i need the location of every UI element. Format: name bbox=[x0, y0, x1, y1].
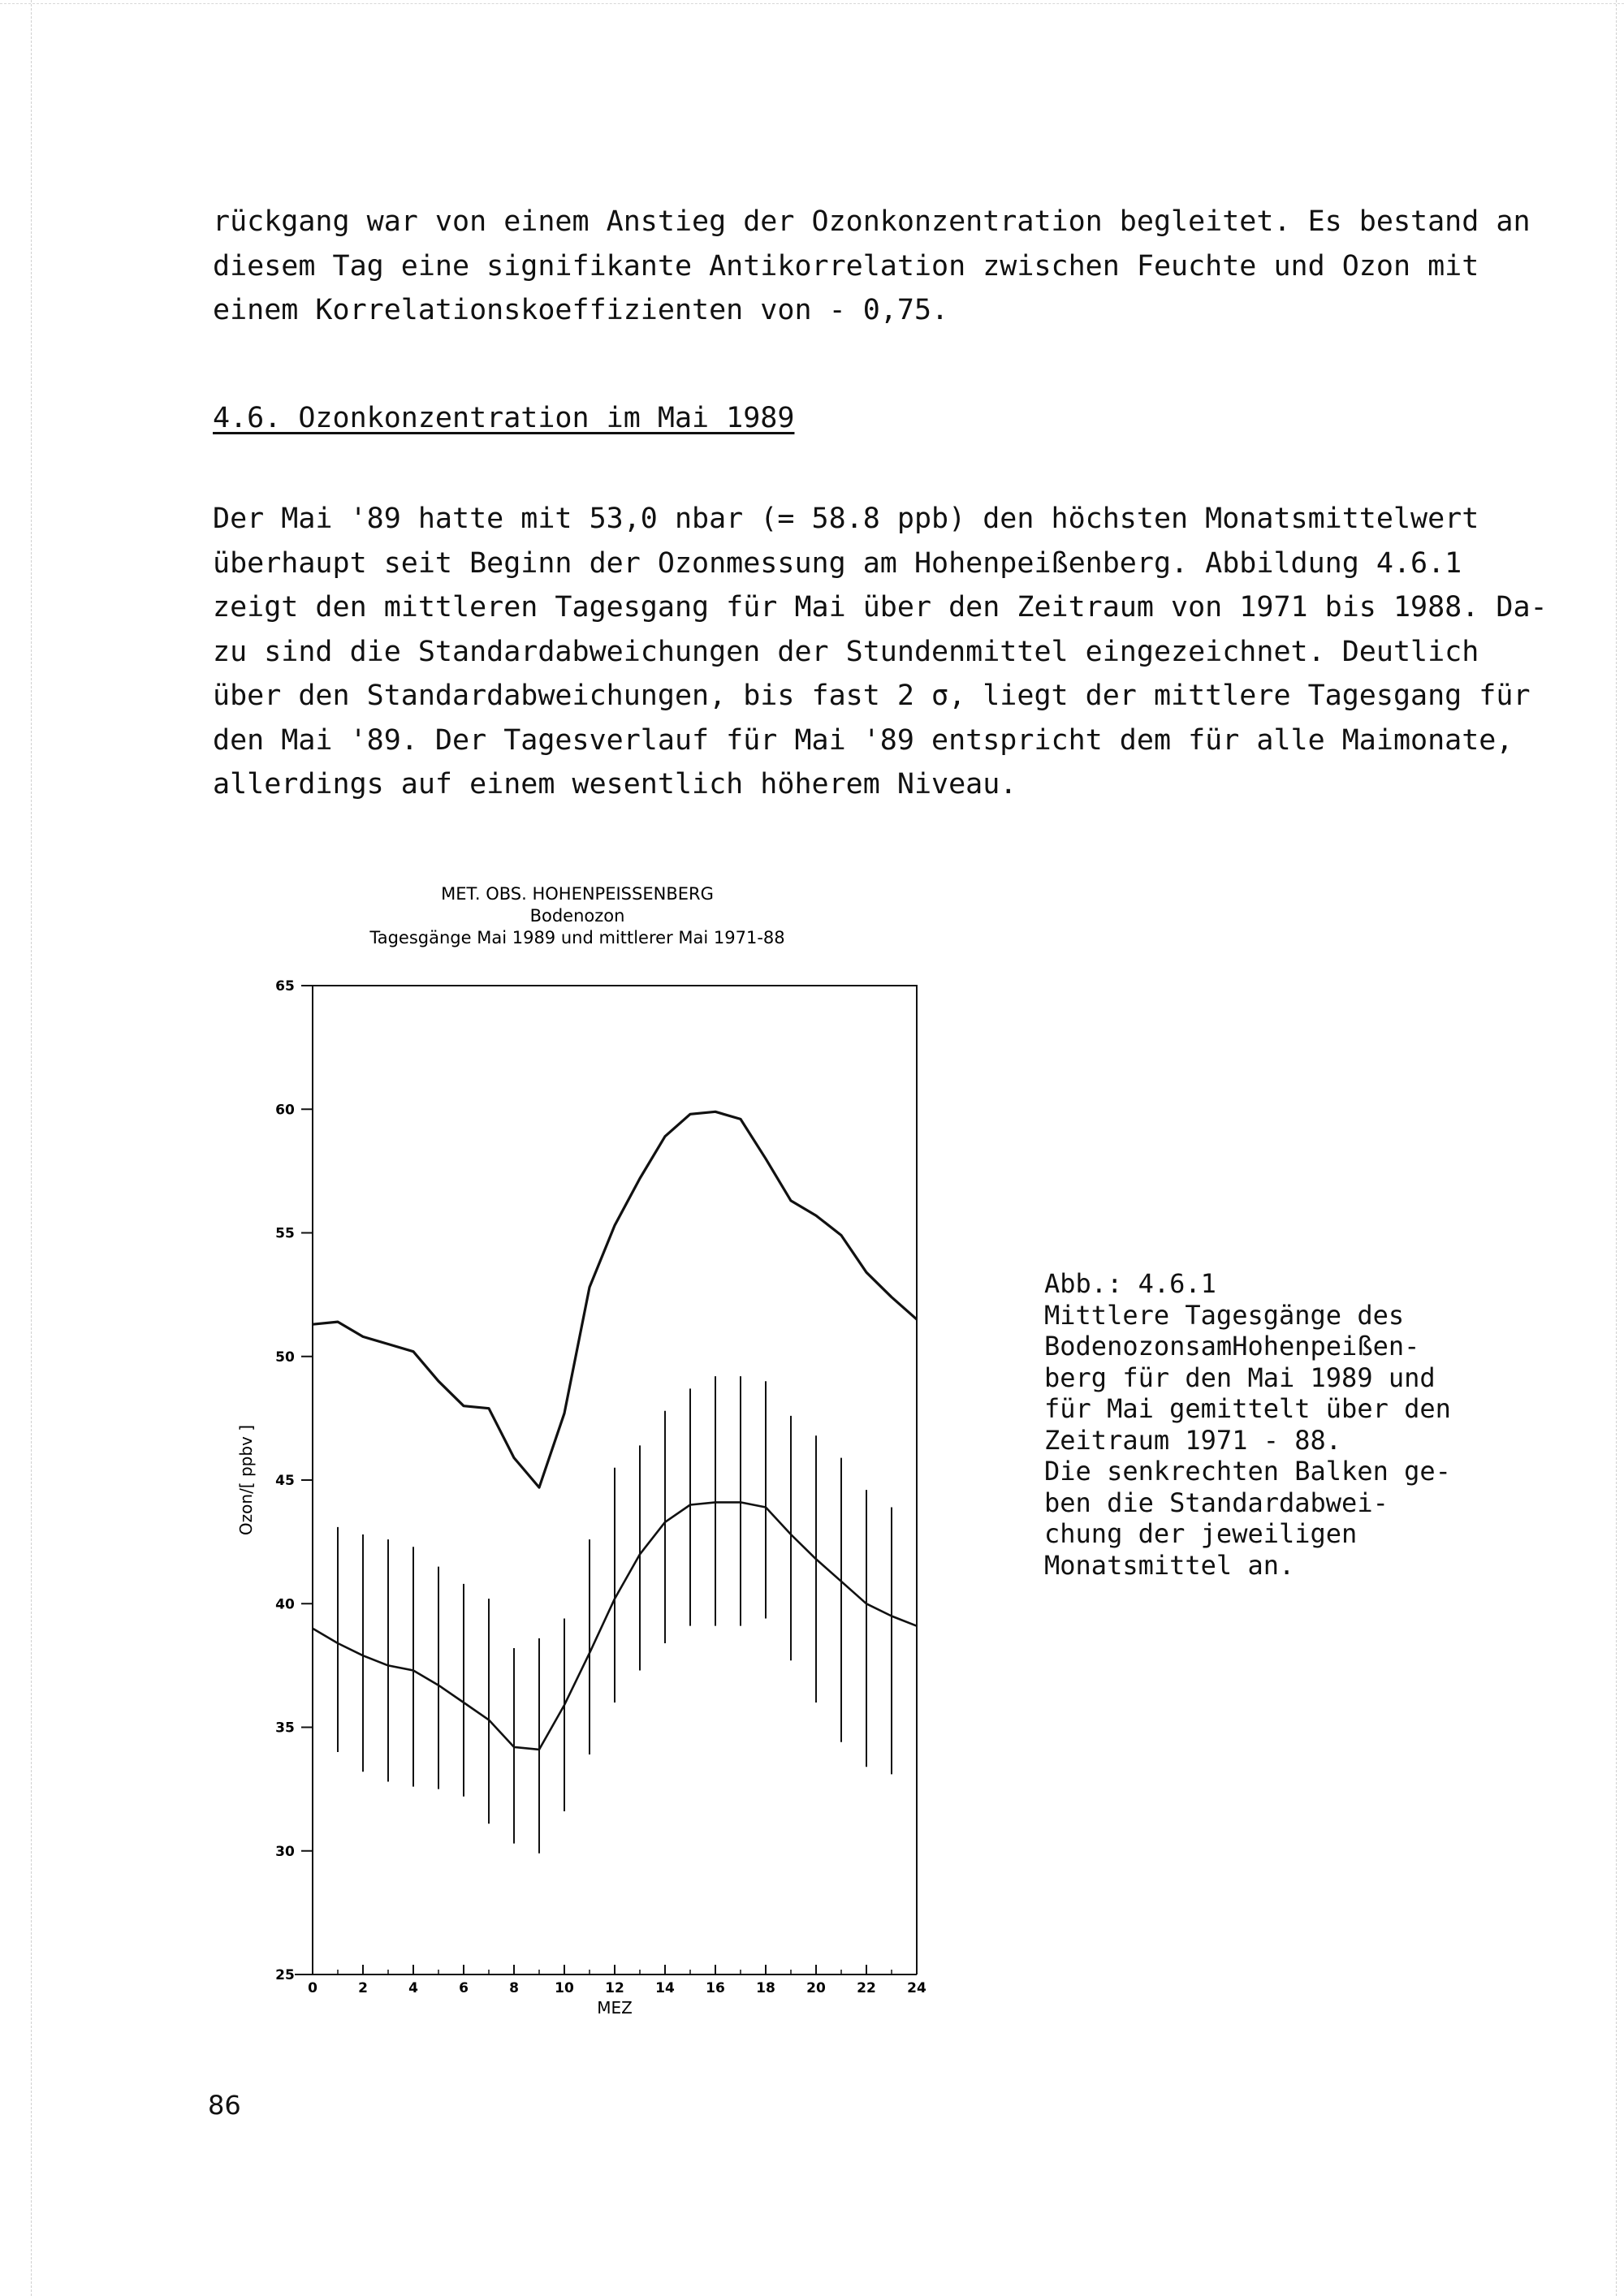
x-tick-label: 0 bbox=[308, 1980, 317, 1996]
paragraph-line: über den Standardabweichungen, bis fast 2 σ, liegt der mittlere Tagesgang für bbox=[213, 680, 1531, 712]
y-tick-label: 35 bbox=[275, 1720, 295, 1737]
x-tick-label: 4 bbox=[408, 1980, 418, 1996]
caption-line: berg für den Mai 1989 und bbox=[1044, 1362, 1436, 1393]
paragraph-line: zeigt den mittleren Tagesgang für Mai über den Zeitraum von 1971 bis 1988. Da- bbox=[213, 591, 1548, 624]
error-bars bbox=[338, 1376, 917, 1858]
paragraph-line: einem Korrelationskoeffizienten von - 0,75. bbox=[213, 294, 949, 326]
y-tick-label: 60 bbox=[275, 1102, 295, 1119]
paragraph-line: allerdings auf einem wesentlich höherem Niveau. bbox=[213, 768, 1017, 801]
caption-line: Mittlere Tagesgänge des bbox=[1044, 1299, 1405, 1331]
caption-line: Die senkrechten Balken ge- bbox=[1044, 1456, 1451, 1487]
chart-title-line-2: Bodenozon bbox=[529, 906, 625, 926]
scan-edge-top bbox=[0, 3, 1624, 4]
y-tick-label: 55 bbox=[275, 1225, 295, 1242]
caption-line: für Mai gemittelt über den bbox=[1044, 1393, 1451, 1424]
x-tick-label: 2 bbox=[358, 1980, 368, 1996]
caption-line: chung der jeweiligen bbox=[1044, 1518, 1358, 1549]
y-tick-label: 30 bbox=[275, 1843, 295, 1860]
paragraph-line: rückgang war von einem Anstieg der Ozonkonzentration begleitet. Es bestand an bbox=[213, 205, 1531, 238]
paragraph-line: den Mai '89. Der Tagesverlauf für Mai '89 entspricht dem für alle Maimonate, bbox=[213, 723, 1514, 757]
x-tick-label: 8 bbox=[509, 1980, 519, 1996]
chart-title-line-3: Tagesgänge Mai 1989 und mittlerer Mai 1971-88 bbox=[369, 928, 785, 947]
ozone-daily-cycle-chart bbox=[195, 877, 950, 2046]
page-number: 86 bbox=[208, 2090, 241, 2121]
paragraph-line: diesem Tag eine signifikante Antikorrelation zwischen Feuchte und Ozon mit bbox=[213, 249, 1479, 283]
scan-edge-left bbox=[31, 0, 32, 2296]
x-tick-label: 10 bbox=[555, 1980, 574, 1996]
paragraph-line: zu sind die Standardabweichungen der Stundenmittel eingezeichnet. Deutlich bbox=[213, 635, 1479, 668]
y-tick-label: 50 bbox=[275, 1349, 295, 1366]
x-tick-label: 12 bbox=[605, 1980, 624, 1996]
caption-line: Monatsmittel an. bbox=[1044, 1549, 1295, 1581]
x-tick-label: 18 bbox=[756, 1980, 775, 1996]
caption-line: Zeitraum 1971 - 88. bbox=[1044, 1424, 1342, 1456]
series-line-mai-1989 bbox=[313, 1111, 917, 1487]
x-tick-label: 24 bbox=[907, 1980, 926, 1996]
x-tick-label: 14 bbox=[655, 1980, 675, 1996]
x-axis-label: MEZ bbox=[597, 1998, 633, 2018]
y-tick-label: 25 bbox=[275, 1967, 295, 1983]
caption-line: BodenozonsamHohenpeißen- bbox=[1044, 1331, 1420, 1362]
y-tick-label: 65 bbox=[275, 978, 295, 995]
x-tick-label: 6 bbox=[459, 1980, 469, 1996]
y-axis-label: Ozon/[ ppbv ] bbox=[236, 1424, 256, 1536]
x-tick-label: 16 bbox=[706, 1980, 725, 1996]
caption-line: ben die Standardabwei- bbox=[1044, 1487, 1389, 1518]
y-tick-label: 40 bbox=[275, 1596, 295, 1613]
paragraph-line: überhaupt seit Beginn der Ozonmessung am Hohenpeißenberg. Abbildung 4.6.1 bbox=[213, 546, 1462, 580]
chart-axes bbox=[275, 978, 926, 1996]
x-tick-label: 20 bbox=[806, 1980, 826, 1996]
paragraph-line: Der Mai '89 hatte mit 53,0 nbar (= 58.8 ppb) den höchsten Monatsmittelwert bbox=[213, 503, 1479, 535]
caption-line: Abb.: 4.6.1 bbox=[1044, 1268, 1216, 1299]
chart-title-line-1: MET. OBS. HOHENPEISSENBERG bbox=[441, 884, 714, 904]
scan-edge-right bbox=[1616, 0, 1617, 2296]
chart-svg bbox=[195, 877, 950, 2046]
y-tick-label: 45 bbox=[275, 1473, 295, 1489]
x-tick-label: 22 bbox=[857, 1980, 876, 1996]
paragraph-ozone-may bbox=[213, 497, 1548, 807]
section-heading: 4.6. Ozonkonzentration im Mai 1989 bbox=[213, 402, 795, 434]
paragraph-intro bbox=[213, 200, 1531, 333]
figure-caption bbox=[1044, 1268, 1458, 1581]
